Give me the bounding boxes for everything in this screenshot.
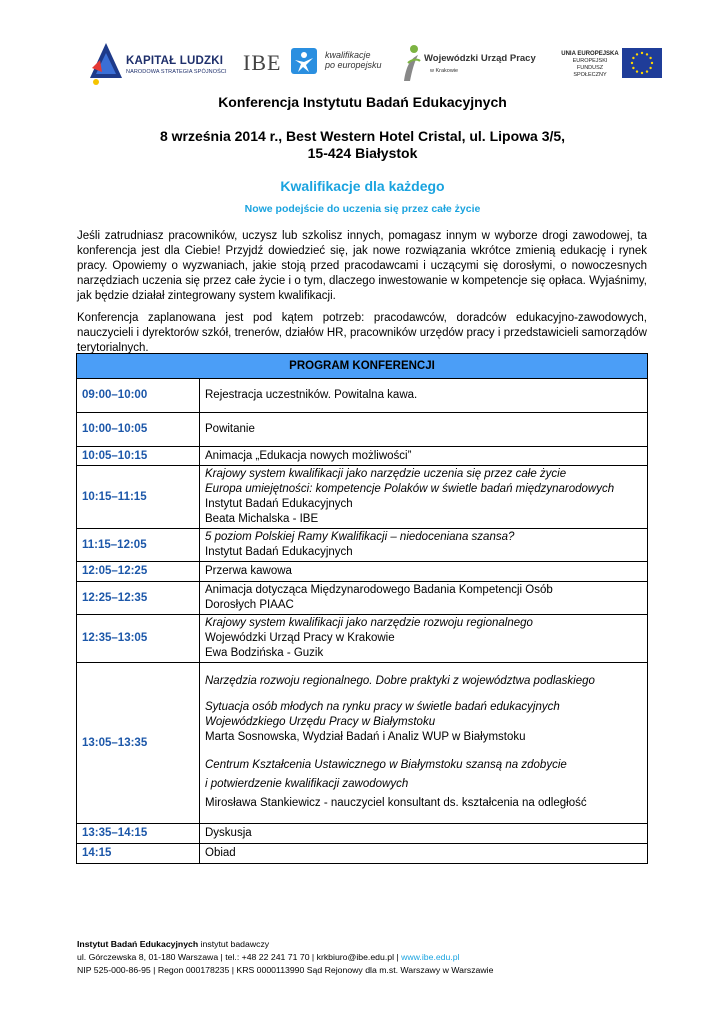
footer-org-name: Instytut Badań Edukacyjnych [77,939,199,949]
time-cell: 10:05–10:15 [77,447,200,466]
footer [77,938,493,977]
time-cell: 12:05–12:25 [77,562,200,582]
session-organizer: Wojewódzki Urząd Pracy w Krakowie [205,632,395,644]
program-heading: PROGRAM KONFERENCJI [77,354,648,379]
eu-logo [558,38,668,88]
time-cell: 10:00–10:05 [77,413,200,447]
wup-subtitle: w Krakowie [430,68,459,74]
eu-line2: EUROPEJSKI [572,58,608,64]
session-cell [200,562,648,582]
eu-flag-icon [622,48,662,78]
time-cell: 10:15–11:15 [77,466,200,529]
table-row [77,582,648,615]
table-row [77,663,648,824]
kapital-ludzki-emblem-icon [88,38,124,88]
eu-text [561,51,619,79]
conference-title: Konferencja Instytutu Badań Edukacyjnych [218,94,507,110]
date-place [0,128,725,162]
intro-paragraph-2: Konferencja zaplanowana jest pod kątem potrzeb: pracodawców, doradców edukacyjno-zawodowych, nauczycieli i dyrektorów szkół, trenerów, działów HR, pracowników urzędów pracy i przedstawicieli samorządów terytorialnych. [77,312,647,354]
session-cell [200,615,648,663]
session-cell [200,529,648,562]
eu-line1: UNIA EUROPEJSKA [561,51,619,57]
program-table [76,353,648,864]
session-text: Rejestracja uczestników. Powitalna kawa. [205,389,418,401]
session-text: Animacja dotycząca Międzynarodowego Badania Kompetencji Osób [205,584,553,596]
ibe-tagline-line1: kwalifikacje [325,50,371,60]
session-title: Wojewódzkiego Urzędu Pracy w Białymstoku [205,715,436,728]
spacer [205,689,642,700]
table-row [77,529,648,562]
session-text: Przerwa kawowa [205,565,292,577]
ibe-logo [243,38,393,88]
logo-bar [0,38,725,88]
table-row [77,379,648,413]
table-row [77,413,648,447]
session-text: Obiad [205,847,236,859]
table-row [77,466,648,529]
footer-address: ul. Górczewska 8, 01-180 Warszawa | tel.: +48 22 241 71 70 | krkbiuro@ibe.edu.pl | [77,952,402,962]
session-cell [200,447,648,466]
session-title: Krajowy system kwalifikacji jako narzędzie uczenia się przez całe życie [205,468,567,480]
session-cell [200,582,648,615]
time-cell: 12:25–12:35 [77,582,200,615]
session-text: Dyskusja [205,827,252,839]
event-subtitle: Nowe podejście do uczenia się przez całe życie [244,203,481,215]
session-speaker: Ewa Bodzińska - Guzik [205,647,324,659]
wup-title: Wojewódzki Urząd Pracy [424,53,536,64]
wup-figure-icon [400,43,422,83]
session-title: Europa umiejętności: kompetencje Polaków w świetle badań międzynarodowych [205,483,615,495]
session-cell [200,413,648,447]
kapital-ludzki-logo [88,38,228,88]
table-row [77,844,648,864]
session-organizer: Instytut Badań Edukacyjnych [205,498,353,510]
time-cell: 12:35–13:05 [77,615,200,663]
eu-line3: FUNDUSZ SPOŁECZNY [573,65,607,78]
session-cell [200,663,648,824]
session-speaker: Beata Michalska - IBE [205,513,319,525]
table-row [77,824,648,844]
session-speaker: Mirosława Stankiewicz - nauczyciel konsultant ds. kształcenia na odległość [205,796,587,809]
session-title: Centrum Kształcenia Ustawicznego w Białymstoku szansą na zdobycie [205,758,567,771]
kapital-ludzki-subtitle: NARODOWA STRATEGIA SPÓJNOŚCI [126,69,227,75]
footer-address-line [77,951,493,964]
ibe-name: IBE [243,50,282,75]
ibe-tagline-line2: po europejsku [325,60,382,70]
session-cell [200,844,648,864]
footer-website-link[interactable]: www.ibe.edu.pl [401,952,460,962]
time-cell: 09:00–10:00 [77,379,200,413]
session-text: Animacja „Edukacja nowych możliwości” [205,449,412,462]
event-title: Kwalifikacje dla każdego [280,178,445,194]
session-speaker: Marta Sosnowska, Wydział Badań i Analiz WUP w Białymstoku [205,730,526,743]
ibe-tagline [325,50,382,70]
session-text: Powitanie [205,423,255,435]
time-cell: 13:35–14:15 [77,824,200,844]
session-text: Dorosłych PIAAC [205,599,294,611]
spacer [205,745,642,756]
kapital-ludzki-title: KAPITAŁ LUDZKI [126,55,224,67]
session-organizer: Instytut Badań Edukacyjnych [205,546,353,558]
session-title: Narzędzia rozwoju regionalnego. Dobre praktyki z województwa podlaskiego [205,674,595,687]
session-title: 5 poziom Polskiej Ramy Kwalifikacji – niedoceniana szansa? [205,531,515,543]
intro-paragraph-1: Jeśli zatrudniasz pracowników, uczysz lub szkolisz innych, pomagasz innym w wyborze drogi zawodowej, ta konferencja jest dla Ciebie! Przyjdź dowiedzieć się, jak nowe rozwiązania wkrótce zmienią edukację i rynek pracy. Opowiemy o wyzwaniach, jakie stoją przed pracodawcami i uczącymi się dorosłymi, o nowoczesnych narzędziach uczenia się przez całe życie i o tym, dlaczego inwestowanie w kompetencje się opłaca. Wyjaśnimy, jak będzie działał zintegrowany system kwalifikacji. [77,230,647,302]
date-place-line2: 15-424 Białystok [307,145,418,161]
footer-org-type: instytut badawczy [198,939,270,949]
time-cell: 14:15 [77,844,200,864]
footer-org-line [77,938,493,951]
program-header-row [77,354,648,379]
ibe-person-icon [291,48,317,74]
session-title: Krajowy system kwalifikacji jako narzędzie rozwoju regionalnego [205,617,533,629]
session-cell [200,379,648,413]
time-cell: 13:05–13:35 [77,663,200,824]
date-place-line1: 8 września 2014 r., Best Western Hotel Cristal, ul. Lipowa 3/5, [159,128,566,144]
table-row [77,562,648,582]
time-cell: 11:15–12:05 [77,529,200,562]
table-row [77,615,648,663]
session-cell [200,466,648,529]
wup-logo [400,38,540,88]
session-cell [200,824,648,844]
session-title: i potwierdzenie kwalifikacji zawodowych [205,777,409,790]
session-title: Sytuacja osób młodych na rynku pracy w świetle badań edukacyjnych [205,700,560,713]
table-row [77,447,648,466]
footer-registry: NIP 525-000-86-95 | Regon 000178235 | KRS 0000113990 Sąd Rejonowy dla m.st. Warszawy w Warszawie [77,965,494,975]
